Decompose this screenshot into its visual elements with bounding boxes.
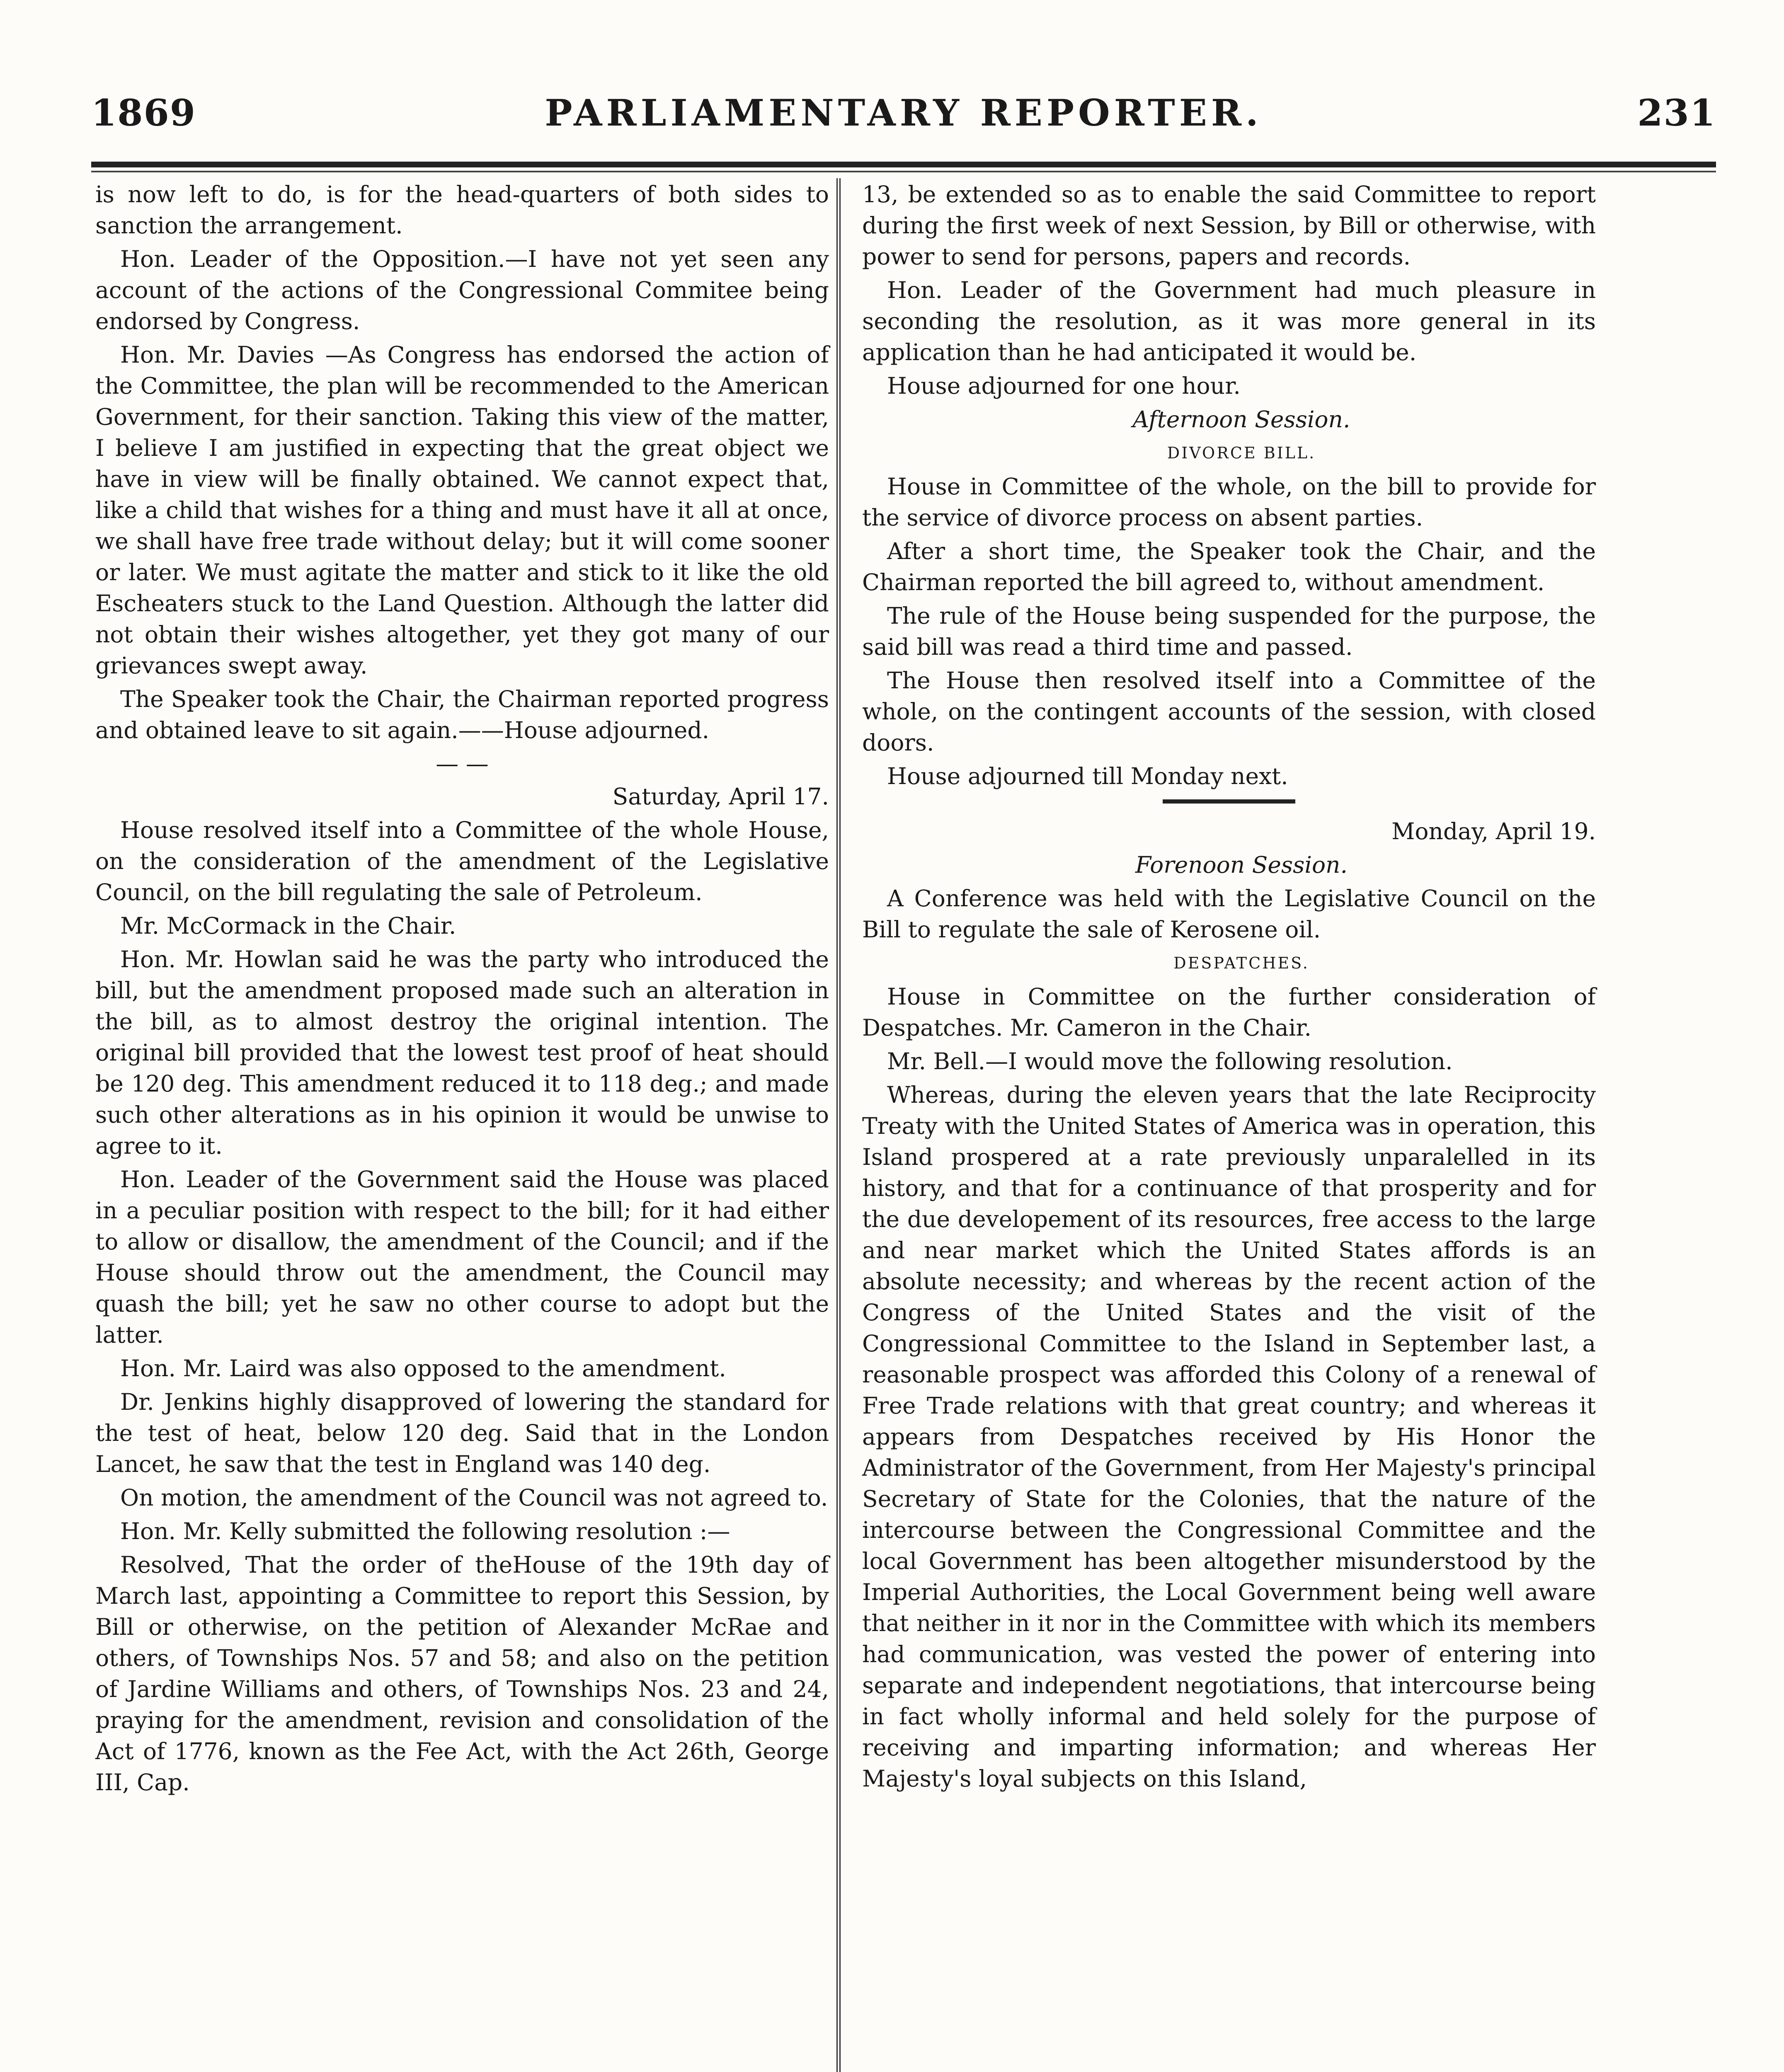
section-heading: DIVORCE BILL. bbox=[1167, 444, 1316, 462]
right-column bbox=[862, 179, 1596, 1797]
date-heading: Monday, April 19. bbox=[1391, 818, 1596, 845]
session-heading: Afternoon Session. bbox=[1132, 406, 1350, 433]
paragraph: Hon. Mr. Laird was also opposed to the amendment. bbox=[120, 1355, 726, 1382]
paragraph: Hon. Leader of the Government said the House was placed in a peculiar position with respect to the bill; for it had either to allow or disallow, the amendment of the Council; and if the House should throw out the amendment, the Council may quash the bill; yet he saw no other course to adopt but the latter. bbox=[95, 1166, 829, 1348]
header-year: 1869 bbox=[91, 91, 196, 134]
paragraph: Resolved, That the order of theHouse of the 19th day of March last, appointing a Committee to report this Session, by Bill or otherwise, on the petition of Alexander McRae and others, of Townships Nos. 57 and 58; and also on the petition of Jardine Williams and others, of Townships Nos. 23 and 24, praying for the amendment, revision and consolidation of the Act of 1776, known as the Fee Act, with the Act 26th, George III, Cap. bbox=[95, 1552, 829, 1796]
paragraph: is now left to do, is for the head-quarters of both sides to sanction the arrangement. bbox=[95, 181, 829, 239]
section-rule bbox=[1163, 799, 1295, 804]
paragraph: 13, be extended so as to enable the said Committee to report during the first week of next Session, by Bill or otherwise, with power to send for persons, papers and records. bbox=[862, 181, 1596, 270]
paragraph: After a short time, the Speaker took the Chair, and the Chairman reported the bill agreed to, without amendment. bbox=[862, 538, 1596, 595]
paragraph: Hon. Leader of the Government had much pleasure in seconding the resolution, as it was more general in its application than he had anticipated it would be. bbox=[862, 277, 1596, 366]
paragraph: House in Committee on the further consideration of Despatches. Mr. Cameron in the Chair. bbox=[862, 983, 1596, 1041]
paragraph: House resolved itself into a Committee of the whole House, on the consideration of the amendment of the Legislative Council, on the bill regulating the sale of Petroleum. bbox=[95, 817, 829, 905]
paragraph: Whereas, during the eleven years that the late Reciprocity Treaty with the United States of America was in operation, this Island prospered at a rate previously unparalelled in its history, and that for a continuance of that prosperity and for the due developement of its resources, free access to the large and near market which the United States affords is an absolute necessity; and whereas by the recent action of the Congress of the United States and the visit of the Congressional Committee to the Island in September last, a reasonable prospect was afforded this Colony of a renewal of Free Trade relations with that great country; and whereas it appears from Despatches received by His Honor the Administrator of the Government, from Her Majesty's principal Secretary of State for the Colonies, that the nature of the intercourse between the Congressional Committee and the local Government has been altogether misunderstood by the Imperial Authorities, the Local Government being well aware that neither in it nor in the Committee with which its members had communication, was vested the power of entering into separate and independent negotiations, that intercourse being in fact wholly informal and held solely for the purpose of receiving and imparting information; and whereas Her Majesty's loyal subjects on this Island, bbox=[862, 1082, 1596, 1792]
page-header bbox=[91, 83, 1716, 145]
paragraph: Mr. Bell.—I would move the following resolution. bbox=[887, 1048, 1453, 1075]
paragraph: The Speaker took the Chair, the Chairman reported progress and obtained leave to sit again.——House adjourned. bbox=[95, 686, 829, 743]
paragraph: House adjourned for one hour. bbox=[887, 373, 1241, 399]
paragraph: Mr. McCormack in the Chair. bbox=[120, 913, 456, 939]
paragraph: The House then resolved itself into a Committee of the whole, on the contingent accounts of the session, with closed doors. bbox=[862, 667, 1596, 756]
paragraph: A Conference was held with the Legislative Council on the Bill to regulate the sale of Kerosene oil. bbox=[862, 885, 1596, 943]
paragraph: Dr. Jenkins highly disapproved of lowering the standard for the test of heat, below 120 deg. Said that in the London Lancet, he saw that the test in England was 140 deg. bbox=[95, 1389, 829, 1477]
paragraph: Hon. Mr. Kelly submitted the following resolution :— bbox=[120, 1518, 730, 1544]
header-rule-thin bbox=[91, 171, 1716, 172]
paragraph: On motion, the amendment of the Council was not agreed to. bbox=[120, 1484, 828, 1511]
separator: — — bbox=[436, 750, 489, 777]
section-heading: DESPATCHES. bbox=[1173, 954, 1309, 972]
header-title: PARLIAMENTARY REPORTER. bbox=[545, 91, 1263, 134]
paragraph: The rule of the House being suspended for the purpose, the said bill was read a third time and passed. bbox=[862, 603, 1596, 660]
paragraph: House in Committee of the whole, on the bill to provide for the service of divorce process on absent parties. bbox=[862, 473, 1596, 531]
paragraph: Hon. Leader of the Opposition.—I have not yet seen any account of the actions of the Congressional Commitee being endorsed by Congress. bbox=[95, 246, 829, 334]
column-divider bbox=[836, 178, 841, 2072]
date-heading: Saturday, April 17. bbox=[612, 783, 829, 810]
session-heading: Forenoon Session. bbox=[1135, 852, 1348, 878]
paragraph: Hon. Mr. Davies —As Congress has endorsed the action of the Committee, the plan will be recommended to the American Government, for their sanction. Taking this view of the matter, I believe I am justified in expecting that the great object we have in view will be finally obtained. We cannot expect that, like a child that wishes for a thing and must have it all at once, we shall have free trade without delay; but it will come sooner or later. We must agitate the matter and stick to it like the old Escheaters stuck to the Land Question. Although the latter did not obtain their wishes altogether, yet they got many of our grievances swept away. bbox=[95, 341, 829, 679]
left-column bbox=[95, 179, 829, 1801]
header-rule bbox=[91, 162, 1716, 167]
paragraph: House adjourned till Monday next. bbox=[887, 763, 1288, 789]
paragraph: Hon. Mr. Howlan said he was the party who introduced the bill, but the amendment proposed made such an alteration in the bill, as to almost destroy the original intention. The original bill provided that the lowest test proof of heat should be 120 deg. This amendment reduced it to 118 deg.; and made such other alterations as in his opinion it would be unwise to agree to it. bbox=[95, 946, 829, 1159]
header-page-number: 231 bbox=[1637, 91, 1716, 134]
